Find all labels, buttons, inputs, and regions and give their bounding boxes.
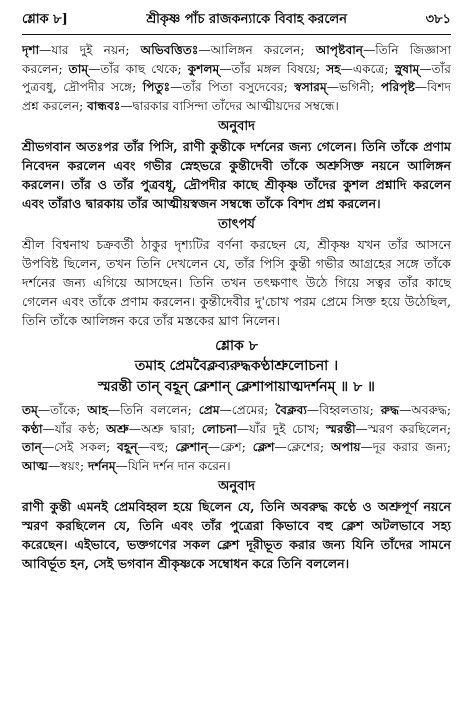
verse-reference: শ্লোক ৮] [22, 12, 68, 27]
purport-text: শ্রীল বিশ্বনাথ চক্রবর্তী ঠাকুর দৃশ্যটির বর্ণনা করছেন যে, শ্রীকৃষ্ণ যখন তাঁর আসনে উপবিষ্ট ছিলেন, তখন তিনি দেখলেন যে, তাঁর পিসি কুন্তী গভীর আগ্রহের সঙ্গে তাঁকে দর্শনের জন্য এগিয়ে আসছেন। তিনি তখন তৎক্ষণাৎ উঠে গিয়ে সত্বর তাঁর কাছে গেলেন এবং তাঁকে প্রণাম করলেন। কুন্তীদেবীর দু'চোখ পরম প্রেমে সিক্ত হয়ে উঠেছিল, তিনি তাঁকে আলিঙ্গন করে তাঁর মস্তকের ঘ্রাণ নিলেন। [22, 237, 451, 328]
synonyms: তম্—তাঁকে; আহ—তিনি বললেন; প্রেম—প্রেমের; বৈক্লব্য—বিহ্বলতায়; রুদ্ধ—অবরুদ্ধ; কণ্ঠা—যাঁর কণ্ঠ; অশ্রু—অশ্রু দ্বারা; লোচনা—যাঁর দুই চোখ; স্মরন্তী—স্মরণ করছিলেন; তান্—সেই সকল; বহূন্—বহু; ক্লেশান্—ক্লেশ; ক্লেশ—ক্লেশের; অপায়—দূর করার জন্য; আত্ম—স্বয়ং; দর্শনম্—যিনি দর্শন দান করেন। [22, 403, 451, 473]
page-header [22, 10, 451, 32]
previous-synonyms: দৃশা—যার দুই নয়ন; অভিবত্তিতঃ—আলিঙ্গন করলেন; আপৃষ্টবান্—তিনি জিজ্ঞাসা করলেন; তাম্—তাঁর কাছ থেকে; কুশলম্—তাঁর মঙ্গল বিষয়ে; সহ—একত্রে; স্নুষাম্—তাঁর পুত্রবধু, দ্রৌপদীর সঙ্গে; পিতুঃ—তাঁর পিতা বসুদেবের; স্বসারম্—ভগিনী; পরিপৃষ্ট—বিশদ প্রশ্ন করলেন; বান্ধবঃ—দ্বারকার বাসিন্দা তাঁদের আত্মীয়দের সম্বন্ধে। [22, 43, 452, 113]
purport-heading: তাৎপর্য [218, 217, 255, 232]
translation-text: শ্রীভগবান অতঃপর তাঁর পিসি, রাণী কুন্তীকে দর্শনের জন্য গেলেন। তিনি তাঁকে প্রণাম নিবেদন করলেন এবং গভীর স্নেহভরে কুন্তীদেবী তাঁকে অশ্রুসিক্ত নয়নে আলিঙ্গন করলেন। তাঁর ও তাঁর পুত্রবধূ, দ্রৌপদীর কাছে শ্রীকৃষ্ণ তাঁদের কুশল প্রশ্নাদি করলেন এবং তাঁরাও দ্বারকায় তাঁর আত্মীয়স্বজন সম্বন্ধে তাঁকে বিশদ প্রশ্ন করলেন। [22, 139, 451, 211]
chapter-title: শ্রীকৃষ্ণ পাঁচ রাজকন্যাকে বিবাহ করলেন [146, 12, 348, 27]
verse-line-2: স্মরন্তী তান্ বহূন্ ক্লেশান্ ক্লেশাপায়াত্মদর্শনম্ ॥ ৮ ॥ [98, 379, 375, 395]
translation-text-2: রাণী কুন্তী এমনই প্রেমবিহ্বল হয়ে ছিলেন যে, তিনি অবরুদ্ধ কণ্ঠে ও অশ্রুপূর্ণ নয়নে স্মরণ করছিলেন যে, তিনি এবং তাঁর পুত্রেরা কিভাবে বহু ক্লেশ অটলভাবে সহ্য করেছেন। এইভাবে, ভক্তগণের সকল ক্লেশ দূরীভূত করার জন্য যিনি তাঁদের সামনে আবির্ভূত হন, সেই ভগবান শ্রীকৃষ্ণকে সম্বোধন করে তিনি বললেন। [22, 499, 451, 571]
verse-number: শ্লোক ৮ [215, 338, 258, 354]
header-rule [22, 34, 451, 35]
verse-line-1: তমাহ প্রেমবৈক্লব্যরুদ্ধকণ্ঠাশ্রুলোচনা । [134, 358, 339, 374]
translation-heading: অনুবাদ [218, 119, 255, 134]
translation-heading-2: অনুবাদ [218, 479, 255, 494]
page-number: ৩৮১ [425, 12, 451, 27]
